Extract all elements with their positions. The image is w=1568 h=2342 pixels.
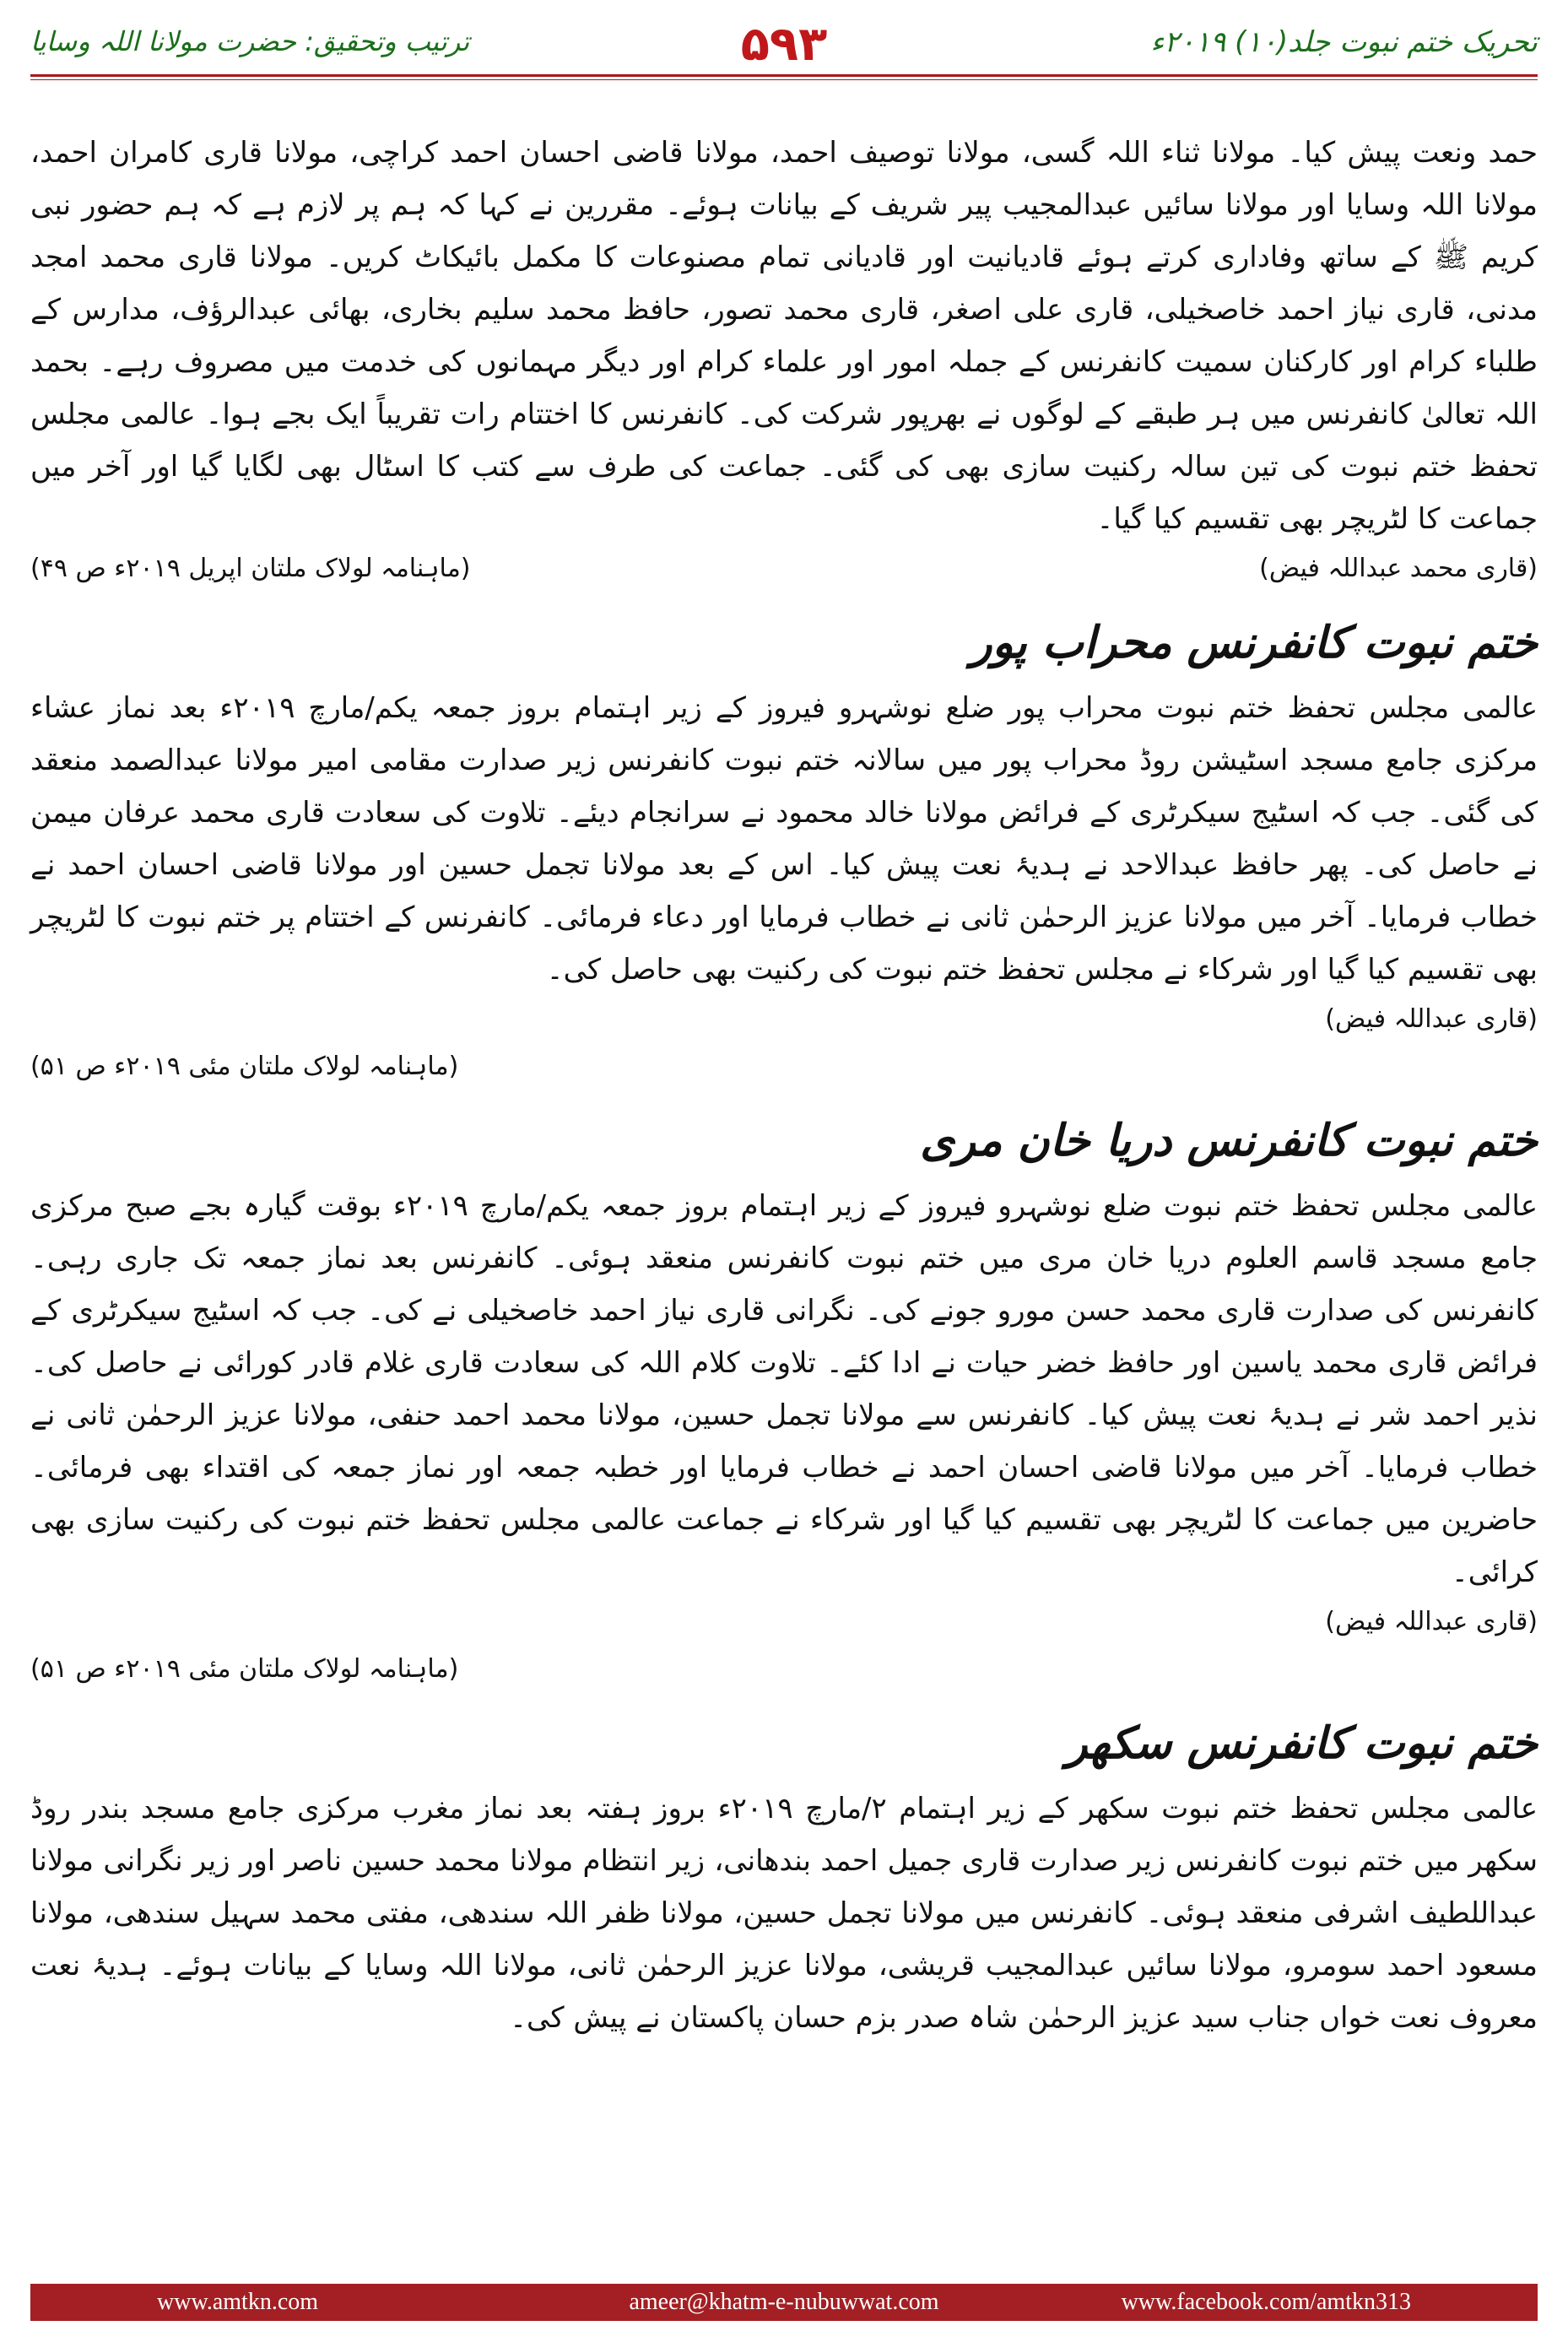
opening-paragraph: حمد ونعت پیش کیا۔ مولانا ثناء اللہ گسی، مولانا توصیف احمد، مولانا قاضی احسان احمد کراچی، مولانا قاری کامران احمد، مولانا اللہ وسایا اور مولانا سائیں عبدالمجیب پیر شریف کے بیانات ہوئے۔ مقررین نے کہا کہ ہم پر لازم ہے کہ ہم حضور نبی کریم ﷺ کے ساتھ وفاداری کرتے ہوئے قادیانیت اور قادیانی تمام مصنوعات کا مکمل بائیکاٹ کریں۔ مولانا قاری محمد امجد مدنی، قاری نیاز احمد خاصخیلی، قاری علی اصغر، قاری محمد تصور، حافظ محمد سلیم بخاری، بھائی عبدالرؤف، مدارس کے طلباء کرام اور کارکنان سمیت کانفرنس کے جملہ امور اور علماء کرام اور دیگر مہمانوں کی خدمت میں مصروف رہے۔ بحمد اللہ تعالیٰ کانفرنس میں ہر طبقے کے لوگوں نے بھرپور شرکت کی۔ کانفرنس کا اختتام رات تقریباً ایک بجے ہوا۔ عالمی مجلس تحفظ ختم نبوت کی تین سالہ رکنیت سازی بھی کی گئی۔ جماعت کی طرف سے کتب کا اسٹال بھی لگایا گیا اور آخر میں جماعت کا لٹریچر بھی تقسیم کیا گیا۔: [30, 136, 1538, 536]
page-number: ۵۹۳: [740, 17, 828, 72]
mehrabpur-source: (ماہنامہ لولاک ملتان مئی ۲۰۱۹ء ص ۵۱): [30, 1052, 459, 1081]
opening-signature: (قاری محمد عبداللہ فیض): [1259, 554, 1538, 583]
footer-bar: [30, 2284, 1538, 2321]
header-rule-thin: [30, 79, 1538, 80]
footer-website-link[interactable]: www.amtkn.com: [157, 2289, 319, 2315]
section-title-daryakhan-mari: ختم نبوت کانفرنس دریا خان مری: [920, 1115, 1538, 1166]
daryakhan-credit: [30, 1598, 1538, 1646]
section-paragraph-mehrabpur: عالمی مجلس تحفظ ختم نبوت محراب پور ضلع نوشہرو فیروز کے زیر اہتمام بروز جمعہ یکم/مارچ ۲۰۱۹ء بعد نماز عشاء مرکزی جامع مسجد اسٹیشن روڈ محراب پور میں سالانہ ختم نبوت کانفرنس زیر صدارت مقامی امیر مولانا عبدالصمد منعقد کی گئی۔ جب کہ اسٹیج سیکرٹری کے فرائض مولانا خالد محمود نے سرانجام دیئے۔ تلاوت کی سعادت قاری محمد عرفان میمن نے حاصل کی۔ پھر حافظ عبدالاحد نے ہدیۂ نعت پیش کیا۔ اس کے بعد مولانا تجمل حسین اور مولانا قاضی احسان احمد نے خطاب فرمایا۔ آخر میں مولانا عزیز الرحمٰن ثانی نے خطاب فرمایا اور دعاء فرمائی۔ کانفرنس کے اختتام پر ختم نبوت کا لٹریچر بھی تقسیم کیا گیا اور شرکاء نے مجلس تحفظ ختم نبوت کی رکنیت بھی حاصل کی۔: [30, 691, 1538, 987]
compiler-credit: ترتیب وتحقیق: حضرت مولانا اللہ وسایا: [30, 25, 470, 57]
mehrabpur-signature: (قاری عبداللہ فیض): [1325, 1004, 1538, 1034]
section-title-sukkur: ختم نبوت کانفرنس سکھر: [1066, 1717, 1538, 1769]
opening-credit: [30, 545, 1538, 592]
page-content: [30, 127, 1538, 2044]
section-paragraph-daryakhan-mari: عالمی مجلس تحفظ ختم نبوت ضلع نوشہرو فیروز کے زیر اہتمام بروز جمعہ یکم/مارچ ۲۰۱۹ء بوقت گیارہ بجے صبح مرکزی جامع مسجد قاسم العلوم دریا خان مری میں ختم نبوت کانفرنس منعقد ہوئی۔ کانفرنس بعد نماز جمعہ تک جاری رہی۔ کانفرنس کی صدارت قاری محمد حسن مورو جونے کی۔ نگرانی قاری نیاز احمد خاصخیلی نے کی۔ جب کہ اسٹیج سیکرٹری کے فرائض قاری محمد یاسین اور حافظ خضر حیات نے ادا کئے۔ تلاوت کلام اللہ کی سعادت قاری غلام قادر کورائی نے حاصل کی۔ نذیر احمد شر نے ہدیۂ نعت پیش کیا۔ کانفرنس سے مولانا تجمل حسین، مولانا محمد احمد حنفی، مولانا عزیز الرحمٰن ثانی نے خطاب فرمایا۔ آخر میں مولانا قاضی احسان احمد نے خطاب فرمایا اور خطبہ جمعہ اور نماز جمعہ کی اقتداء بھی فرمائی۔ حاضرین میں جماعت کا لٹریچر بھی تقسیم کیا گیا اور شرکاء نے جماعت عالمی مجلس تحفظ ختم نبوت کی رکنیت سازی بھی کرائی۔: [30, 1189, 1538, 1589]
section-paragraph-sukkur: عالمی مجلس تحفظ ختم نبوت سکھر کے زیر اہتمام ۲/مارچ ۲۰۱۹ء بروز ہفتہ بعد نماز مغرب مرکزی جامع مسجد بندر روڈ سکھر میں ختم نبوت کانفرنس زیر صدارت قاری جمیل احمد بندھانی، زیر انتظام مولانا محمد حسین ناصر اور زیر نگرانی مولانا عبداللطیف اشرفی منعقد ہوئی۔ کانفرنس میں مولانا تجمل حسین، مولانا ظفر اللہ سندھی، مفتی محمد سہیل سندھی، مولانا مسعود احمد سومرو، مولانا سائیں عبدالمجیب قریشی، مولانا عزیز الرحمٰن ثانی، مولانا اللہ وسایا کے بیانات ہوئے۔ ہدیۂ نعت معروف نعت خواں جناب سید عزیز الرحمٰن شاہ صدر بزم حسان پاکستان نے پیش کی۔: [30, 1792, 1538, 2035]
header-rule: [30, 74, 1538, 77]
opening-source: (ماہنامہ لولاک ملتان اپریل ۲۰۱۹ء ص ۴۹): [30, 554, 471, 583]
daryakhan-signature: (قاری عبداللہ فیض): [1325, 1607, 1538, 1636]
daryakhan-source: (ماہنامہ لولاک ملتان مئی ۲۰۱۹ء ص ۵۱): [30, 1654, 459, 1684]
footer-email-link[interactable]: ameer@khatm-e-nubuwwat.com: [629, 2289, 939, 2315]
footer-facebook-link[interactable]: www.facebook.com/amtkn313: [1121, 2289, 1411, 2315]
section-title-mehrabpur: ختم نبوت کانفرنس محراب پور: [971, 617, 1538, 668]
running-title: تحریک ختم نبوت جلد(۱۰) ۲۰۱۹ء: [1150, 25, 1538, 59]
mehrabpur-credit: [30, 996, 1538, 1043]
page-header: [30, 17, 1538, 72]
